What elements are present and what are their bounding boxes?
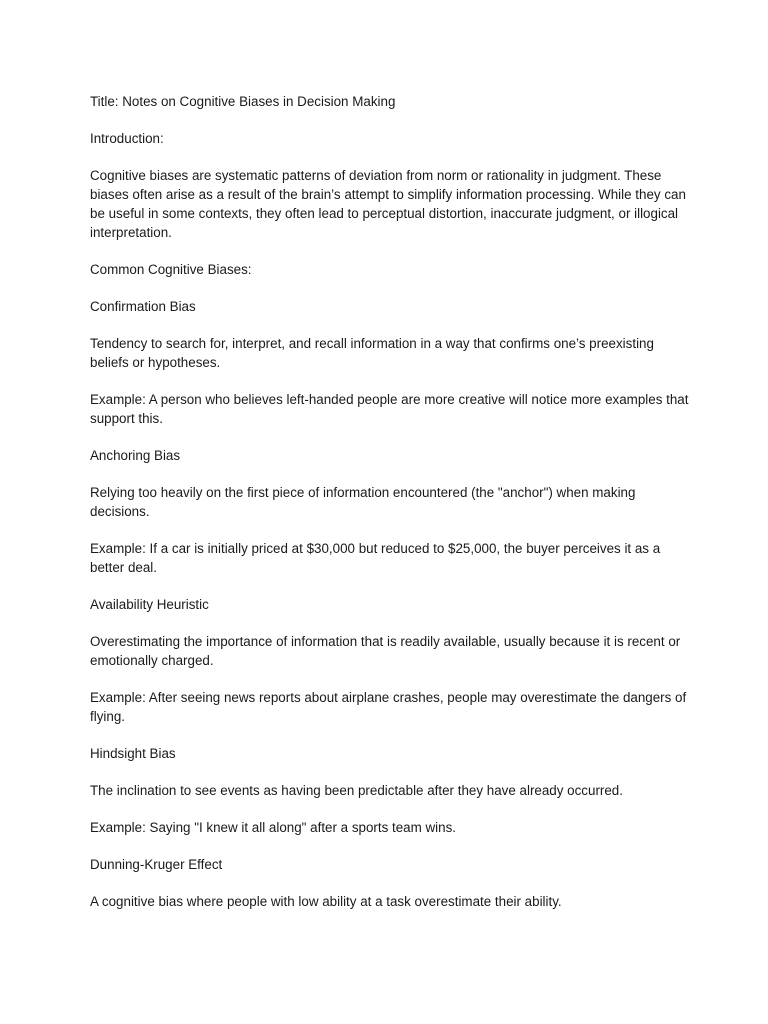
common-biases-heading: Common Cognitive Biases: [90,262,252,277]
document-title: Title: Notes on Cognitive Biases in Decision Making [90,94,396,109]
introduction-heading: Introduction: [90,131,164,146]
bias-name-dunning-kruger: Dunning-Kruger Effect [90,857,223,872]
bias-definition-availability: Overestimating the importance of information that is readily available, usually because it is recent or emotionally charged. [90,634,681,668]
document-body [90,92,690,929]
bias-definition-anchoring: Relying too heavily on the first piece of information encountered (the "anchor") when making decisions. [90,485,636,519]
bias-definition-hindsight: The inclination to see events as having been predictable after they have already occurred. [90,783,623,798]
bias-name-hindsight: Hindsight Bias [90,746,176,761]
bias-name-anchoring: Anchoring Bias [90,448,181,463]
introduction-text: Cognitive biases are systematic patterns of deviation from norm or rationality in judgment. These biases often arise as a result of the brain’s attempt to simplify information processing. While they can be useful in some contexts, they often lead to perceptual distortion, inaccurate judgment, or illogical interpretation. [90,168,686,240]
bias-definition-dunning-kruger: A cognitive bias where people with low ability at a task overestimate their ability. [90,894,562,909]
bias-example-availability: Example: After seeing news reports about airplane crashes, people may overestimate the dangers of flying. [90,690,687,724]
bias-example-hindsight: Example: Saying "I knew it all along" after a sports team wins. [90,820,457,835]
bias-definition-confirmation: Tendency to search for, interpret, and recall information in a way that confirms one’s preexisting beliefs or hypotheses. [90,336,654,370]
bias-example-anchoring: Example: If a car is initially priced at $30,000 but reduced to $25,000, the buyer perceives it as a better deal. [90,541,661,575]
bias-name-availability: Availability Heuristic [90,597,209,612]
bias-example-confirmation: Example: A person who believes left-handed people are more creative will notice more examples that support this. [90,392,689,426]
bias-name-confirmation: Confirmation Bias [90,299,196,314]
